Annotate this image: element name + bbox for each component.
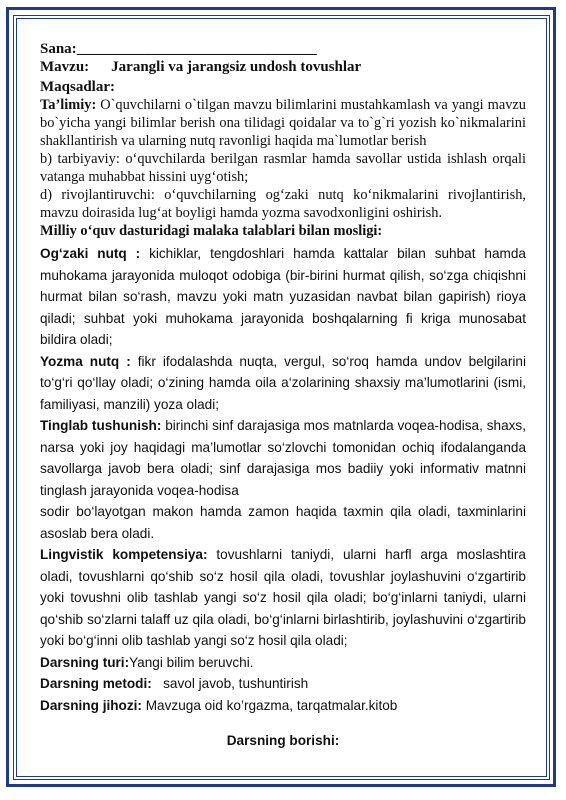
standards-body — [40, 243, 526, 752]
lesson-type: Darsning turi:Yangi bilim beruvchi. — [40, 654, 254, 670]
lesson-progress-heading: Darsning borishi: — [226, 733, 340, 748]
listening-continued: sodir bo‘layotgan makon hamda zamon haqida taxmin qila oladi, taxminlarini asoslab bera oladi. — [40, 504, 526, 541]
lesson-equipment: Darsning jihozi: Mavzuga oid ko’rgazma, tarqatmalar.kitob — [40, 697, 398, 713]
topic-label: Mavzu: — [40, 59, 90, 75]
oral-speech-label: Og‘zaki nutq : — [40, 246, 141, 261]
lesson-plan — [40, 40, 526, 752]
written-speech-label: Yozma nutq : — [40, 353, 131, 369]
listening-label: Tinglab tushunish: — [40, 418, 162, 433]
topic-value: Jarangli va jarangsiz undosh tovushlar — [111, 59, 362, 75]
lesson-method: Darsning metodi: savol javob, tushuntirish — [40, 676, 309, 691]
standards-heading: Milliy o‘quv dasturidagi malaka talablari bilan mosligi: — [40, 223, 383, 239]
educational-goal: Ta’limiy: O`quvchilarni o`tilgan mavzu bilimlarini mustahkamlash va yangi mavzu bo`yicha yangi bilimlar berish ona tilidagi qoidalar va to`g`ri yozish ko`nikmalarini shakllantirish va ularning nutq ravonligi haqida ma`lumotlar berish — [40, 97, 526, 149]
date-label: Sana: — [40, 41, 77, 57]
educational-goal-label: Ta’limiy: — [40, 97, 97, 113]
date-row — [40, 40, 526, 58]
developmental-goal: d) rivojlantiruvchi: o‘quvchilarning og‘zaki nutq ko‘nikmalarini rivojlantirish, mavzu doirasida lug‘at boyligi hamda yozma savodxonligini oshirish. — [40, 187, 526, 221]
upbringing-goal: b) tarbiyaviy: o‘quvchilarda berilgan rasmlar hamda savollar ustida ishlash orqali vatanga muhabbat hissini uyg‘otish; — [40, 151, 526, 185]
written-speech: Yozma nutq : fikr ifodalashda nuqta, vergul, so‘roq hamda undov belgilarini to‘g‘ri qo‘llay oladi; o‘zining hamda oila a‘zolarining shaxsiy ma’lumotlarini (ismi, familiyasi, manzili) yoza oladi; — [40, 353, 526, 412]
linguistic-competence: Lingvistik kompetensiya: tovushlarni taniydi, ularni harfl arga moslashtira oladi, tovushlarni qo‘shib so‘z hosil qila oladi, tovushlar joylashuvini o‘zgartirib yoki tovushni olib tashlab yangi so‘z hosil qila oladi; bo‘g‘inlarni taniydi, ularni qo‘shib so‘zlarni talaff uz qila oladi, bo‘g‘inlarni birlashtirib, joylashuvini o‘zgartirib yoki bo‘g‘inni olib tashlab yangi so‘z hosil qila oladi; — [40, 547, 526, 648]
goals-heading: Maqsadlar: — [40, 79, 115, 95]
listening: Tinglab tushunish: birinchi sinf darajasiga mos matnlarda voqea-hodisa, shaxs, narsa yoki joy haqidagi ma’lumotlar so‘zlovchi tomonidan ochiq ifodalanganda savollarga javob bera oladi; sinf darajasiga mos badiiy yoki informativ matnni tinglash jarayonida voqea-hodisa — [40, 418, 526, 498]
oral-speech: Og‘zaki nutq : kichiklar, tengdoshlari hamda kattalar bilan suhbat hamda muhokama jarayonida muloqot odobiga (bir-birini hurmat qilish, so‘zga chiqishni hurmat bilan so‘rash, mavzu yoki matn yuzasidan navbat bilan gapirish) rioya qiladi; suhbat yoki muhokama jarayonida boshqalarning fi kriga munosabat bildira oladi; — [40, 246, 526, 347]
topic-row — [40, 58, 526, 76]
date-blank: ________________________________ — [76, 41, 317, 57]
linguistic-competence-label: Lingvistik kompetensiya: — [40, 547, 208, 562]
